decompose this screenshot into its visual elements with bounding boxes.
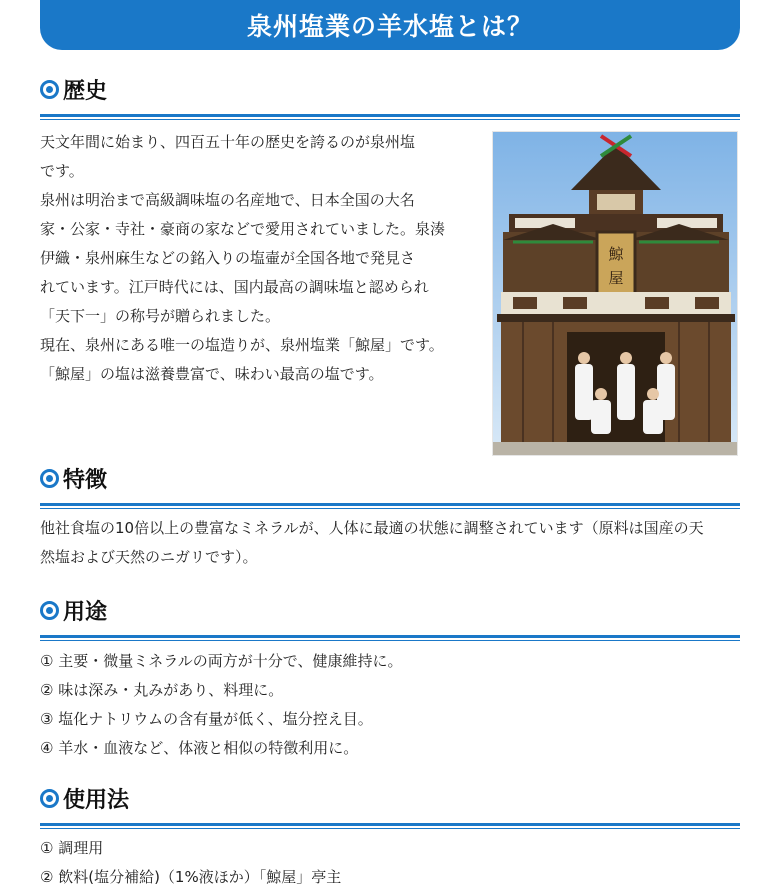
page-banner bbox=[40, 0, 740, 50]
section-title-history: 歴史 bbox=[63, 78, 108, 104]
section-title-usage: 使用法 bbox=[63, 787, 130, 813]
list-item: ② 味は深み・丸みがあり、料理に。 bbox=[40, 681, 284, 699]
signboard-char: 屋 bbox=[608, 269, 624, 287]
circled-dot-icon bbox=[40, 80, 59, 99]
section-header-history bbox=[40, 74, 740, 120]
list-item: ③ 塩化ナトリウムの含有量が低く、塩分控え目。 bbox=[40, 710, 373, 728]
section-header-uses bbox=[40, 595, 740, 641]
list-item: ④ 羊水・血液など、体液と相似の特徴利用に。 bbox=[40, 739, 359, 757]
banner-title: 泉州塩業の羊水塩とは？ bbox=[246, 12, 533, 41]
shop-photo bbox=[492, 131, 738, 456]
section-header-usage bbox=[40, 783, 740, 829]
history-line: 家・公家・寺社・豪商の家などで愛用されていました。泉湊 bbox=[40, 220, 446, 238]
history-line: 天文年間に始まり、四百五十年の歴史を誇るのが泉州塩 bbox=[40, 133, 416, 151]
usage-list bbox=[40, 834, 740, 888]
history-line: 現在、泉州にある唯一の塩造りが、泉州塩業「鯨屋」です。 bbox=[40, 336, 444, 354]
section-title-features: 特徴 bbox=[63, 467, 108, 493]
history-text bbox=[40, 128, 460, 389]
section-divider bbox=[40, 503, 740, 509]
features-line: 他社食塩の10倍以上の豊富なミネラルが、人体に最適の状態に調整されています（原料は国産の天 bbox=[40, 519, 704, 537]
section-title-uses: 用途 bbox=[63, 599, 108, 625]
history-line: 「鯨屋」の塩は滋養豊富で、味わい最高の塩です。 bbox=[40, 365, 384, 383]
section-divider bbox=[40, 823, 740, 829]
section-divider bbox=[40, 635, 740, 641]
circled-dot-icon bbox=[40, 469, 59, 488]
uses-list bbox=[40, 647, 740, 763]
features-line: 然塩および天然のニガリです）。 bbox=[40, 548, 258, 566]
features-text bbox=[40, 514, 745, 572]
list-item: ① 調理用 bbox=[40, 839, 104, 857]
history-line: 「天下一」の称号が贈られました。 bbox=[40, 307, 281, 325]
circled-dot-icon bbox=[40, 601, 59, 620]
shop-photo-illustration bbox=[493, 132, 738, 456]
history-line: です。 bbox=[40, 162, 84, 180]
signboard-char: 鯨 bbox=[608, 245, 624, 263]
history-line: れています。江戸時代には、国内最高の調味塩と認められ bbox=[40, 278, 429, 296]
list-item: ② 飲料(塩分補給)（1%液ほか）「鯨屋」亭主 bbox=[40, 868, 342, 886]
section-divider bbox=[40, 114, 740, 120]
list-item: ① 主要・微量ミネラルの両方が十分で、健康維持に。 bbox=[40, 652, 403, 670]
history-line: 伊織・泉州麻生などの銘入りの塩壷が全国各地で発見さ bbox=[40, 249, 416, 267]
section-header-features bbox=[40, 463, 740, 509]
history-line: 泉州は明治まで高級調味塩の名産地で、日本全国の大名 bbox=[40, 191, 415, 209]
circled-dot-icon bbox=[40, 789, 59, 808]
